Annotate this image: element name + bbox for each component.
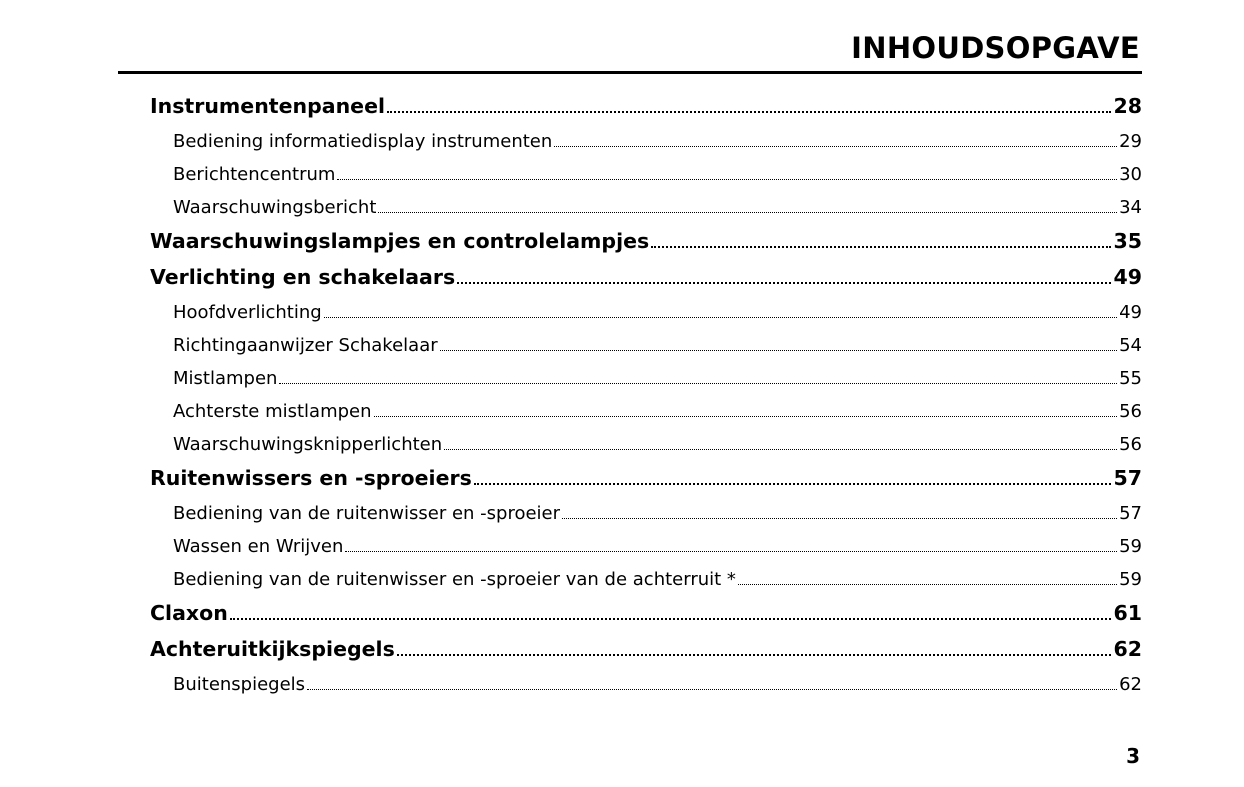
dot-leader — [324, 316, 1117, 318]
toc-subsection-entry[interactable] — [150, 395, 1142, 428]
page-title: INHOUDSOPGAVE — [851, 31, 1140, 65]
toc-entry-page: 62 — [1113, 637, 1142, 661]
toc-entry-page: 49 — [1119, 302, 1142, 323]
toc-subsection-entry[interactable] — [150, 428, 1142, 461]
toc-section-entry[interactable] — [150, 596, 1142, 632]
dot-leader — [387, 110, 1111, 113]
page-number: 3 — [1126, 744, 1140, 768]
toc-entry-page: 56 — [1119, 401, 1142, 422]
dot-leader — [337, 178, 1117, 180]
toc-subsection-entry[interactable] — [150, 668, 1142, 701]
toc-entry-page: 55 — [1119, 368, 1142, 389]
toc-subsection-entry[interactable] — [150, 563, 1142, 596]
toc-entry-title: Verlichting en schakelaars — [150, 265, 456, 289]
toc-subsection-entry[interactable] — [150, 329, 1142, 362]
dot-leader — [457, 281, 1111, 284]
toc-entry-title: Waarschuwingsknipperlichten — [173, 434, 443, 455]
toc-entry-title: Mistlampen — [173, 368, 278, 389]
toc-entry-title: Waarschuwingsbericht — [173, 197, 377, 218]
toc-section-entry[interactable] — [150, 260, 1142, 296]
dot-leader — [474, 482, 1112, 485]
toc-entry-title: Berichtencentrum — [173, 164, 336, 185]
toc-subsection-entry[interactable] — [150, 191, 1142, 224]
toc-entry-page: 35 — [1113, 229, 1142, 253]
toc-subsection-entry[interactable] — [150, 362, 1142, 395]
toc-entry-page: 57 — [1113, 466, 1142, 490]
title-divider — [118, 71, 1142, 74]
dot-leader — [345, 550, 1117, 552]
dot-leader — [397, 653, 1112, 656]
toc-entry-title: Bediening van de ruitenwisser en -sproeier — [173, 503, 561, 524]
toc-entry-title: Buitenspiegels — [173, 674, 306, 695]
toc-entry-title: Bediening van de ruitenwisser en -sproeier van de achterruit * — [173, 569, 736, 590]
toc-entry-page: 28 — [1113, 94, 1142, 118]
toc-section-entry[interactable] — [150, 224, 1142, 260]
dot-leader — [279, 382, 1117, 384]
toc-subsection-entry[interactable] — [150, 125, 1142, 158]
toc-subsection-entry[interactable] — [150, 497, 1142, 530]
toc-subsection-entry[interactable] — [150, 158, 1142, 191]
toc-entry-page: 30 — [1119, 164, 1142, 185]
dot-leader — [230, 617, 1112, 620]
toc-section-entry[interactable] — [150, 632, 1142, 668]
toc-entry-title: Achteruitkijkspiegels — [150, 637, 395, 661]
toc-entry-page: 59 — [1119, 536, 1142, 557]
toc-entry-page: 62 — [1119, 674, 1142, 695]
toc-entry-title: Achterste mistlampen — [173, 401, 372, 422]
toc-entry-title: Ruitenwissers en -sproeiers — [150, 466, 472, 490]
dot-leader — [378, 211, 1117, 213]
toc-entry-page: 34 — [1119, 197, 1142, 218]
toc-entry-title: Instrumentenpaneel — [150, 94, 386, 118]
table-of-contents — [150, 89, 1142, 701]
toc-entry-page: 29 — [1119, 131, 1142, 152]
toc-entry-page: 61 — [1113, 601, 1142, 625]
toc-entry-page: 56 — [1119, 434, 1142, 455]
toc-entry-page: 54 — [1119, 335, 1142, 356]
toc-entry-title: Wassen en Wrijven — [173, 536, 344, 557]
dot-leader — [554, 145, 1117, 147]
toc-section-entry[interactable] — [150, 89, 1142, 125]
toc-subsection-entry[interactable] — [150, 530, 1142, 563]
toc-entry-page: 57 — [1119, 503, 1142, 524]
dot-leader — [562, 517, 1117, 519]
toc-entry-title: Hoofdverlichting — [173, 302, 322, 323]
dot-leader — [307, 688, 1117, 690]
dot-leader — [738, 583, 1117, 585]
dot-leader — [440, 349, 1117, 351]
toc-entry-page: 59 — [1119, 569, 1142, 590]
toc-entry-page: 49 — [1113, 265, 1142, 289]
toc-subsection-entry[interactable] — [150, 296, 1142, 329]
dot-leader — [651, 245, 1111, 248]
toc-entry-title: Richtingaanwijzer Schakelaar — [173, 335, 438, 356]
toc-entry-title: Claxon — [150, 601, 228, 625]
toc-entry-title: Bediening informatiedisplay instrumenten — [173, 131, 553, 152]
dot-leader — [374, 415, 1118, 417]
toc-section-entry[interactable] — [150, 461, 1142, 497]
toc-entry-title: Waarschuwingslampjes en controlelampjes — [150, 229, 650, 253]
dot-leader — [444, 448, 1117, 450]
